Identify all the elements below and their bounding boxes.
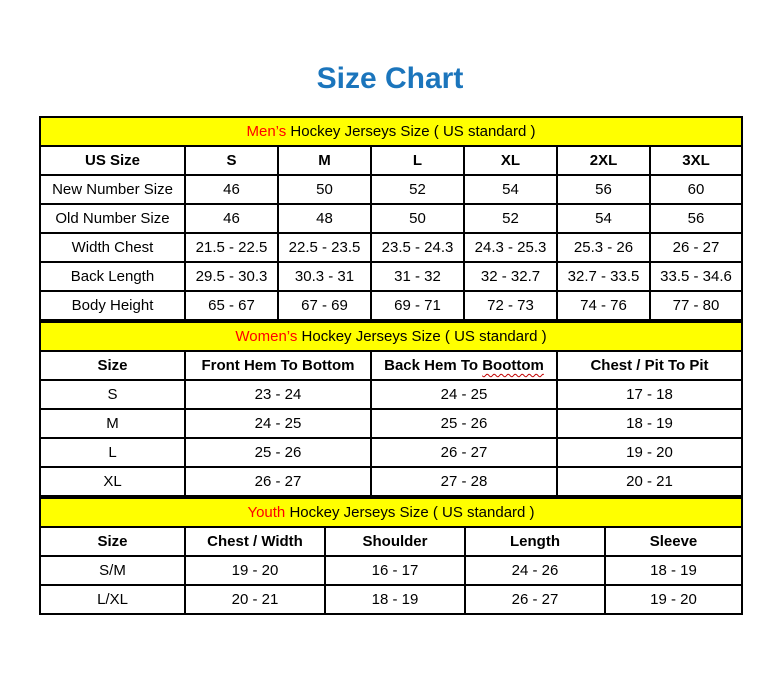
women-size-value: 24 - 25: [185, 409, 371, 438]
men-row-label: Back Length: [40, 262, 185, 291]
men-table-row: [40, 233, 742, 262]
men-size-value: 50: [278, 175, 371, 204]
women-row-label: S: [40, 380, 185, 409]
youth-section-band-row: [40, 498, 742, 527]
women-section-band-row: [40, 322, 742, 351]
men-size-value: 23.5 - 24.3: [371, 233, 464, 262]
women-column-header: Back Hem To Boottom: [371, 351, 557, 380]
youth-size-value: 16 - 17: [325, 556, 465, 585]
womens-size-table-host: [39, 321, 743, 497]
men-size-value: 56: [557, 175, 650, 204]
women-table-row: [40, 380, 742, 409]
women-column-header: Front Hem To Bottom: [185, 351, 371, 380]
women-size-value: 25 - 26: [371, 409, 557, 438]
women-column-header: Chest / Pit To Pit: [557, 351, 742, 380]
women-column-header: Size: [40, 351, 185, 380]
men-header-row: [40, 146, 742, 175]
women-size-value: 25 - 26: [185, 438, 371, 467]
women-band-highlight: Women’s: [235, 328, 298, 345]
men-size-value: 30.3 - 31: [278, 262, 371, 291]
men-column-header: M: [278, 146, 371, 175]
men-size-value: 74 - 76: [557, 291, 650, 320]
women-table-row: [40, 438, 742, 467]
youth-size-value: 18 - 19: [605, 556, 742, 585]
women-size-value: 26 - 27: [185, 467, 371, 496]
women-band-text: Hockey Jerseys Size ( US standard ): [297, 328, 547, 345]
men-size-value: 32 - 32.7: [464, 262, 557, 291]
women-row-label: L: [40, 438, 185, 467]
men-size-value: 69 - 71: [371, 291, 464, 320]
youth-column-header: Sleeve: [605, 527, 742, 556]
men-size-value: 72 - 73: [464, 291, 557, 320]
youth-table-row: [40, 585, 742, 614]
misspelled-word: Boottom: [482, 357, 544, 374]
men-size-value: 67 - 69: [278, 291, 371, 320]
men-size-value: 29.5 - 30.3: [185, 262, 278, 291]
men-size-value: 54: [557, 204, 650, 233]
women-size-value: 19 - 20: [557, 438, 742, 467]
men-row-label: Width Chest: [40, 233, 185, 262]
men-column-header: 2XL: [557, 146, 650, 175]
men-size-table: [39, 116, 743, 321]
women-size-value: 23 - 24: [185, 380, 371, 409]
women-row-label: XL: [40, 467, 185, 496]
men-band-text: Hockey Jerseys Size ( US standard ): [286, 123, 536, 140]
size-tables-container: [39, 116, 743, 615]
men-table-row: [40, 204, 742, 233]
men-row-label: Body Height: [40, 291, 185, 320]
men-size-value: 24.3 - 25.3: [464, 233, 557, 262]
men-table-row: [40, 262, 742, 291]
youth-column-header: Shoulder: [325, 527, 465, 556]
women-header-row: [40, 351, 742, 380]
men-size-value: 46: [185, 204, 278, 233]
men-column-header: XL: [464, 146, 557, 175]
youth-row-label: S/M: [40, 556, 185, 585]
youth-size-value: 19 - 20: [185, 556, 325, 585]
youth-column-header: Chest / Width: [185, 527, 325, 556]
men-size-value: 56: [650, 204, 742, 233]
youth-table-row: [40, 556, 742, 585]
page-title: Size Chart: [316, 62, 464, 95]
youth-size-value: 19 - 20: [605, 585, 742, 614]
youth-size-value: 24 - 26: [465, 556, 605, 585]
youth-band-text: Hockey Jerseys Size ( US standard ): [285, 504, 535, 521]
women-size-value: 27 - 28: [371, 467, 557, 496]
men-size-value: 60: [650, 175, 742, 204]
men-column-header: US Size: [40, 146, 185, 175]
mens-size-table-host: [39, 116, 743, 321]
women-size-value: 18 - 19: [557, 409, 742, 438]
men-row-label: New Number Size: [40, 175, 185, 204]
men-section-band: [40, 117, 742, 146]
men-row-label: Old Number Size: [40, 204, 185, 233]
women-size-value: 17 - 18: [557, 380, 742, 409]
men-size-value: 52: [371, 175, 464, 204]
men-size-value: 46: [185, 175, 278, 204]
men-size-value: 32.7 - 33.5: [557, 262, 650, 291]
men-column-header: L: [371, 146, 464, 175]
women-size-value: 24 - 25: [371, 380, 557, 409]
men-size-value: 31 - 32: [371, 262, 464, 291]
youth-size-value: 20 - 21: [185, 585, 325, 614]
men-size-value: 33.5 - 34.6: [650, 262, 742, 291]
women-size-value: 26 - 27: [371, 438, 557, 467]
men-band-highlight: Men’s: [246, 123, 287, 140]
youth-band-highlight: Youth: [247, 504, 286, 521]
men-column-header: 3XL: [650, 146, 742, 175]
men-column-header: S: [185, 146, 278, 175]
youth-size-table-host: [39, 497, 743, 615]
men-size-value: 25.3 - 26: [557, 233, 650, 262]
men-size-value: 52: [464, 204, 557, 233]
youth-size-table: [39, 497, 743, 615]
women-table-row: [40, 409, 742, 438]
youth-size-value: 26 - 27: [465, 585, 605, 614]
youth-column-header: Size: [40, 527, 185, 556]
men-size-value: 50: [371, 204, 464, 233]
men-size-value: 77 - 80: [650, 291, 742, 320]
youth-size-value: 18 - 19: [325, 585, 465, 614]
youth-section-band: [40, 498, 742, 527]
men-size-value: 26 - 27: [650, 233, 742, 262]
women-table-row: [40, 467, 742, 496]
men-table-row: [40, 291, 742, 320]
women-section-band: [40, 322, 742, 351]
youth-header-row: [40, 527, 742, 556]
women-size-table: [39, 321, 743, 497]
men-size-value: 54: [464, 175, 557, 204]
women-size-value: 20 - 21: [557, 467, 742, 496]
men-size-value: 48: [278, 204, 371, 233]
men-size-value: 22.5 - 23.5: [278, 233, 371, 262]
youth-column-header: Length: [465, 527, 605, 556]
women-row-label: M: [40, 409, 185, 438]
men-size-value: 21.5 - 22.5: [185, 233, 278, 262]
men-section-band-row: [40, 117, 742, 146]
men-size-value: 65 - 67: [185, 291, 278, 320]
men-table-row: [40, 175, 742, 204]
youth-row-label: L/XL: [40, 585, 185, 614]
